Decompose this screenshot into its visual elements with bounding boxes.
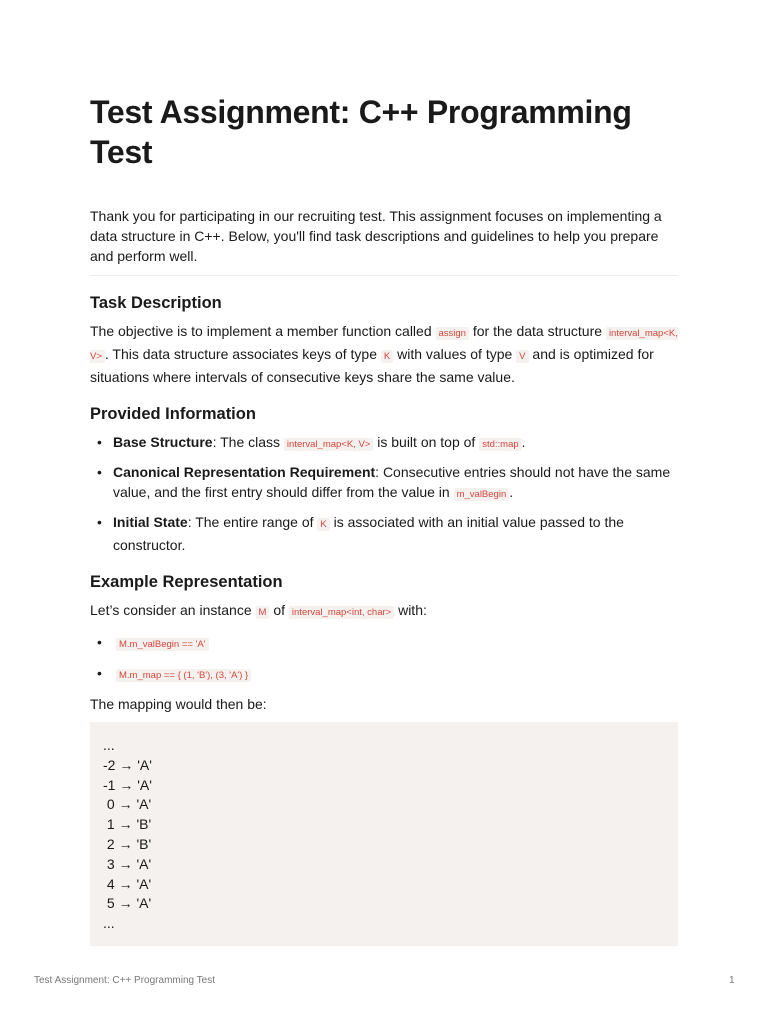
inline-code-map: M.m_map == { (1, 'B'), (3, 'A') } xyxy=(116,669,251,682)
item-text: . xyxy=(509,484,514,500)
inline-code-k: K xyxy=(317,518,329,531)
code-line: 1 → 'B' xyxy=(103,816,152,833)
item-label: Base Structure xyxy=(113,434,213,450)
code-line: 2 → 'B' xyxy=(103,835,152,852)
task-text-4: with values of type xyxy=(393,346,517,362)
example-paragraph xyxy=(90,600,678,623)
example-text-3: with: xyxy=(394,602,427,618)
inline-code-m-valbegin: m_valBegin xyxy=(454,488,510,501)
list-item xyxy=(90,663,678,686)
page-number: 1 xyxy=(729,975,735,986)
bullet-icon: • xyxy=(97,464,102,480)
code-line: ... xyxy=(103,737,115,753)
mapping-code-block xyxy=(90,722,678,946)
inline-code-k: K xyxy=(381,350,393,363)
inline-code-m: M xyxy=(256,606,270,619)
item-label: Canonical Representation Requirement xyxy=(113,464,376,480)
item-text: is associated with an initial value passed to the constructor. xyxy=(113,514,624,553)
example-text-1: Let’s consider an instance xyxy=(90,602,256,618)
item-label: Initial State xyxy=(113,514,188,530)
inline-code-interval-map: interval_map<K, V> xyxy=(284,438,373,451)
inline-code-interval-map: interval_map<K, V> xyxy=(90,328,678,362)
code-line: 3 → 'A' xyxy=(103,855,152,872)
code-line: 4 → 'A' xyxy=(103,875,152,892)
example-text-2: of xyxy=(269,602,289,618)
code-line: -2 → 'A' xyxy=(103,756,152,773)
bullet-icon: • xyxy=(97,665,102,681)
task-description-paragraph xyxy=(90,321,678,387)
task-text-3: . This data structure associates keys of type xyxy=(104,346,381,362)
list-item-canonical-representation xyxy=(90,462,678,505)
task-text-5: and is optimized for situations where intervals of consecutive keys share the same value. xyxy=(90,346,654,385)
page-title: Test Assignment: C++ Programming Test xyxy=(90,94,632,170)
task-description-heading: Task Description xyxy=(90,294,222,312)
item-text: is built on top of xyxy=(373,434,480,450)
item-text: : The class xyxy=(212,434,284,450)
provided-information-list xyxy=(90,432,678,555)
bullet-icon: • xyxy=(97,634,102,650)
intro-paragraph: Thank you for participating in our recruiting test. This assignment focuses on implementing a data structure in C++. Below, you'll find task descriptions and guidelines to help you prepare and perform well. xyxy=(90,206,678,276)
item-text: . xyxy=(521,434,526,450)
item-text: : The entire range of xyxy=(187,514,318,530)
code-line: -1 → 'A' xyxy=(103,776,152,793)
list-item-base-structure xyxy=(90,432,678,455)
inline-code-v: V xyxy=(516,350,528,363)
mapping-intro: The mapping would then be: xyxy=(90,696,267,712)
list-item-initial-state xyxy=(90,512,678,555)
example-representation-heading: Example Representation xyxy=(90,573,283,591)
document-page xyxy=(90,92,678,946)
bullet-icon: • xyxy=(97,434,102,450)
footer-title: Test Assignment: C++ Programming Test xyxy=(34,975,216,986)
inline-code-std-map: std::map xyxy=(479,438,521,451)
inline-code-assign: assign xyxy=(436,327,469,340)
item-text: : Consecutive entries should not have the same value, and the first entry should differ from the value in xyxy=(113,464,671,500)
list-item xyxy=(90,632,678,655)
example-list xyxy=(90,632,678,686)
inline-code-interval-map-int-char: interval_map<int, char> xyxy=(289,606,394,619)
code-line: 5 → 'A' xyxy=(103,895,152,912)
code-line: ... xyxy=(103,915,115,932)
bullet-icon: • xyxy=(97,514,102,530)
task-text-1: The objective is to implement a member function called xyxy=(90,323,436,339)
code-line: 0 → 'A' xyxy=(103,796,152,813)
provided-information-heading: Provided Information xyxy=(90,405,256,423)
inline-code-valbegin: M.m_valBegin == 'A' xyxy=(116,638,209,651)
task-text-2: for the data structure xyxy=(468,323,606,339)
